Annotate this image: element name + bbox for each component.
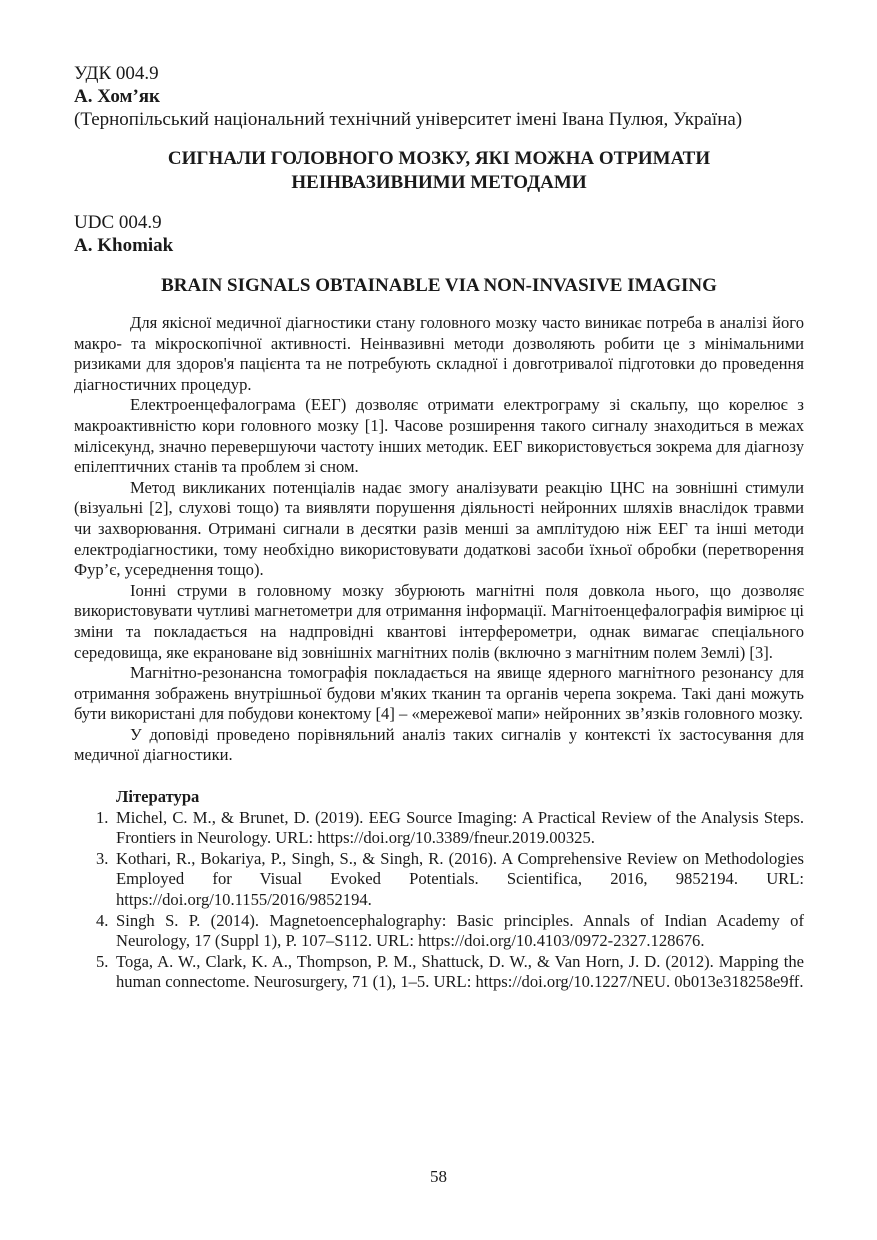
reference-item: [74, 808, 804, 849]
udc-en: UDC 004.9: [74, 212, 162, 233]
reference-text: Michel, C. M., & Brunet, D. (2019). EEG Source Imaging: A Practical Review of the Analysis Steps. Frontiers in Neurology. URL: https://doi.org/10.3389/fneur.2019.00325.: [116, 807, 804, 848]
reference-number: 5.: [96, 951, 109, 971]
paragraph: Іонні струми в головному мозку збурюють магнітні поля довкола нього, що дозволяє використовувати чутливі магнетометри для отримання інформації. Магнітоенцефалографія вимірює ці зміни та покладається на надпровідні квантові інтерферометри, однак вимагає спеціального середовища, яке екрановане від зовнішніх магнітних полів (включно з магнітним полем Землі) [3].: [74, 580, 804, 662]
page-content: [74, 62, 804, 993]
reference-item: [74, 952, 804, 993]
author-en: A. Khomiak: [74, 235, 174, 256]
paragraph: Для якісної медичної діагностики стану головного мозку часто виникає потреба в аналізі його макро- та мікроскопічної активності. Неінвазивні методи дозволяють робити це з мінімальними ризиками для здоров'я пацієнта та не потребують складної і довготривалої підготовки до проведення діагностичних процедур.: [74, 313, 804, 394]
reference-number: 1.: [96, 807, 109, 827]
reference-text: Kothari, R., Bokariya, P., Singh, S., & Singh, R. (2016). A Comprehensive Review on Methodologies Employed for Visual Evoked Potentials. Scientifica, 2016, 9852194. URL: https://doi.org/10.1155/2016/9852194.: [116, 848, 804, 910]
reference-text: Toga, A. W., Clark, K. A., Thompson, P. M., Shattuck, D. W., & Van Horn, J. D. (2012). Mapping the human connectome. Neurosurgery, 71 (1), 1–5. URL: https://doi.org/10.1227/NEU. 0b013e318258e9ff.: [116, 951, 804, 992]
paragraph: Електроенцефалограма (ЕЕГ) дозволяє отримати електрограму зі скальпу, що корелює з макроактивністю кори головного мозку [1]. Часове розширення такого сигналу знаходиться в межах мілісекунд, значно перевершуючи частоту інших методик. ЕЕГ використовується зокрема для діагнозу епілептичних станів та проблем зі сном.: [74, 395, 804, 477]
page-number: 58: [430, 1167, 447, 1186]
reference-number: 4.: [96, 910, 109, 930]
paragraph: У доповіді проведено порівняльний аналіз таких сигналів у контексті їх застосування для медичної діагностики.: [74, 724, 804, 765]
title-en: BRAIN SIGNALS OBTAINABLE VIA NON-INVASIVE IMAGING: [161, 275, 717, 296]
udc-ua: УДК 004.9: [74, 63, 159, 84]
title-ua-line2: НЕІНВАЗИВНИМИ МЕТОДАМИ: [291, 172, 587, 193]
reference-text: Singh S. P. (2014). Magnetoencephalography: Basic principles. Annals of Indian Academy of Neurology, 17 (Suppl 1), P. 107–S112. URL: https://doi.org/10.4103/0972-2327.128676.: [116, 910, 804, 951]
reference-item: [74, 911, 804, 952]
references-list: [74, 808, 804, 993]
reference-item: [74, 849, 804, 911]
abstract-body: [74, 313, 804, 766]
title-ua-line1: СИГНАЛИ ГОЛОВНОГО МОЗКУ, ЯКІ МОЖНА ОТРИМАТИ: [167, 148, 711, 169]
reference-number: 3.: [96, 848, 109, 868]
title-ua: [74, 147, 804, 195]
paragraph: Метод викликаних потенціалів надає змогу аналізувати реакцію ЦНС на зовнішні стимули (візуальні [2], слухові тощо) та виявляти порушення діяльності нейронних шляхів внаслідок травми чи захворювання. Отримані сигнали в десятки разів менші за амплітудою ніж ЕЕГ та інші методи електродіагностики, тому необхідно використовувати додаткові засоби їхньої обробки (перетворення Фур’є, усереднення тощо).: [74, 477, 804, 580]
affiliation-ua: (Тернопільський національний технічний університет імені Івана Пулюя, Україна): [74, 109, 743, 130]
paragraph: Магнітно-резонансна томографія покладається на явище ядерного магнітного резонансу для отримання зображень внутрішньої будови м'яких тканин та органів черепа зокрема. Такі дані можуть бути використані для побудови конектому [4] – «мережевої мапи» нейронних зв’язків головного мозку.: [74, 663, 804, 724]
author-ua: А. Хом’як: [74, 86, 160, 107]
references-heading: Література: [116, 787, 200, 807]
